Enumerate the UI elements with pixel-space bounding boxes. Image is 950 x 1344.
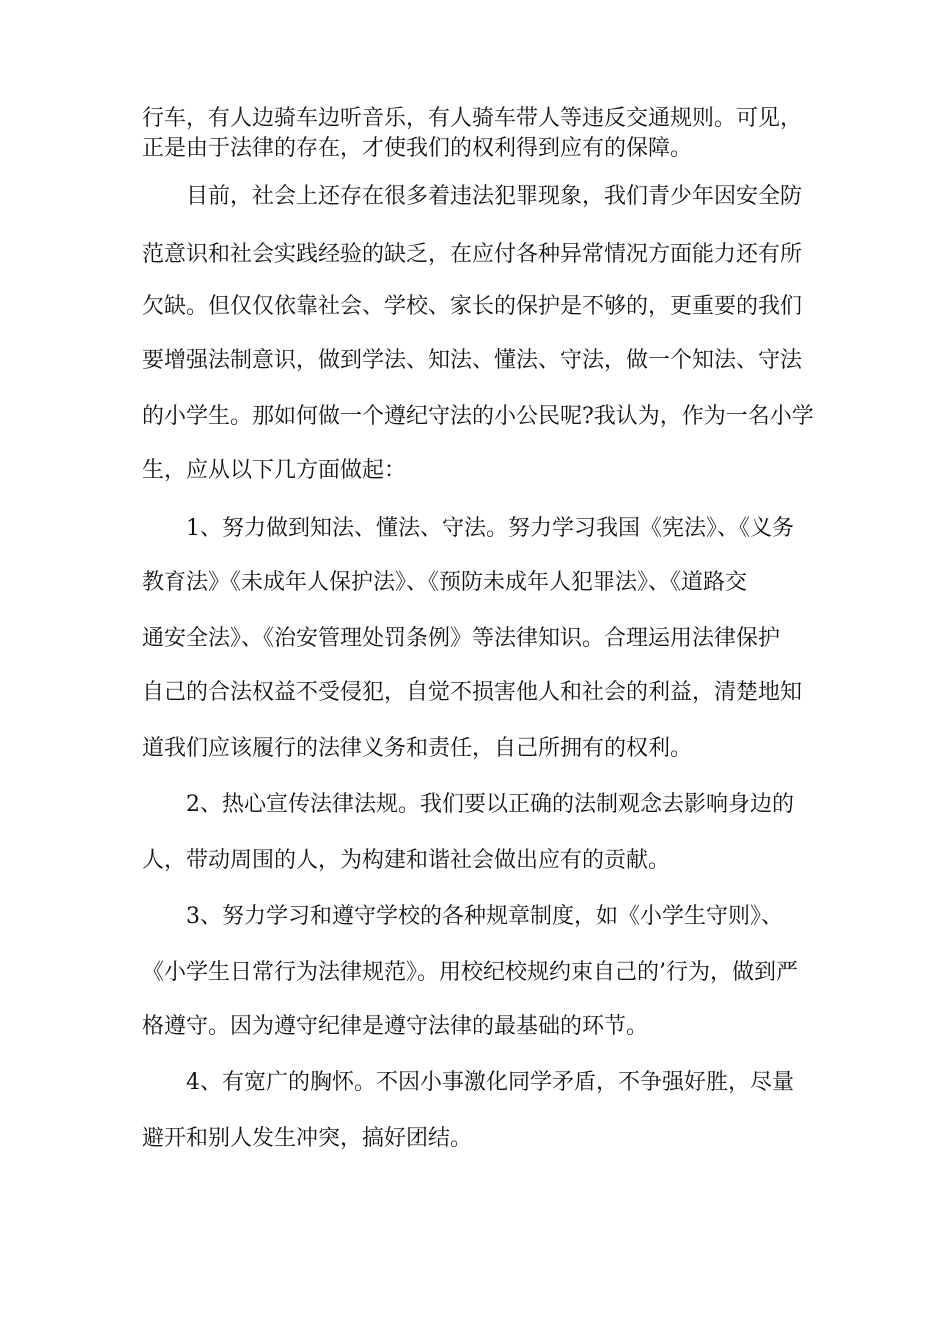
text-line: 要增强法制意识，做到学法、知法、懂法、守法，做一个知法、守法 bbox=[142, 348, 803, 373]
text-line: 欠缺。但仅仅依靠社会、学校、家长的保护是不够的，更重要的我们 bbox=[142, 294, 803, 319]
text-line: 范意识和社会实践经验的缺乏，在应付各种异常情况方面能力还有所 bbox=[142, 242, 803, 267]
text-line: 人，带动周围的人，为构建和谐社会做出应有的贡献。 bbox=[142, 848, 671, 873]
text-line: 教育法》《未成年人保护法》、《预防未成年人犯罪法》、《道路交 bbox=[142, 570, 748, 595]
text-line: 2、热心宣传法律法规。我们要以正确的法制观念去影响身边的 bbox=[186, 792, 794, 817]
text-line: 的小学生。那如何做一个遵纪守法的小公民呢?我认为，作为一名小学 bbox=[142, 404, 814, 429]
text-line: 1、努力做到知法、懂法、守法。努力学习我国《宪法》、《义务 bbox=[186, 516, 794, 541]
text-line: 通安全法》、《治安管理处罚条例》等法律知识。合理运用法律保护 bbox=[142, 626, 781, 651]
text-line: 行车，有人边骑车边听音乐，有人骑车带人等违反交通规则。可见， bbox=[142, 106, 803, 131]
text-line: 生，应从以下几方面做起： bbox=[142, 458, 407, 483]
text-line: 目前，社会上还存在很多着违法犯罪现象，我们青少年因安全防 bbox=[186, 184, 803, 209]
text-line: 避开和别人发生冲突，搞好团结。 bbox=[142, 1126, 473, 1151]
text-line: 道我们应该履行的法律义务和责任，自己所拥有的权利。 bbox=[142, 736, 693, 761]
text-line: 3、努力学习和遵守学校的各种规章制度，如《小学生守则》、 bbox=[186, 904, 783, 929]
text-line: 格遵守。因为遵守纪律是遵守法律的最基础的环节。 bbox=[142, 1014, 649, 1039]
text-line: 4、有宽广的胸怀。不因小事激化同学矛盾，不争强好胜，尽量 bbox=[186, 1070, 794, 1095]
text-line: 正是由于法律的存在，才使我们的权利得到应有的保障。 bbox=[142, 136, 693, 161]
text-line: 《小学生日常行为法律规范》。用校纪校规约束自己的’行为，做到严 bbox=[142, 960, 798, 985]
text-line: 自己的合法权益不受侵犯，自觉不损害他人和社会的利益，清楚地知 bbox=[142, 680, 803, 705]
